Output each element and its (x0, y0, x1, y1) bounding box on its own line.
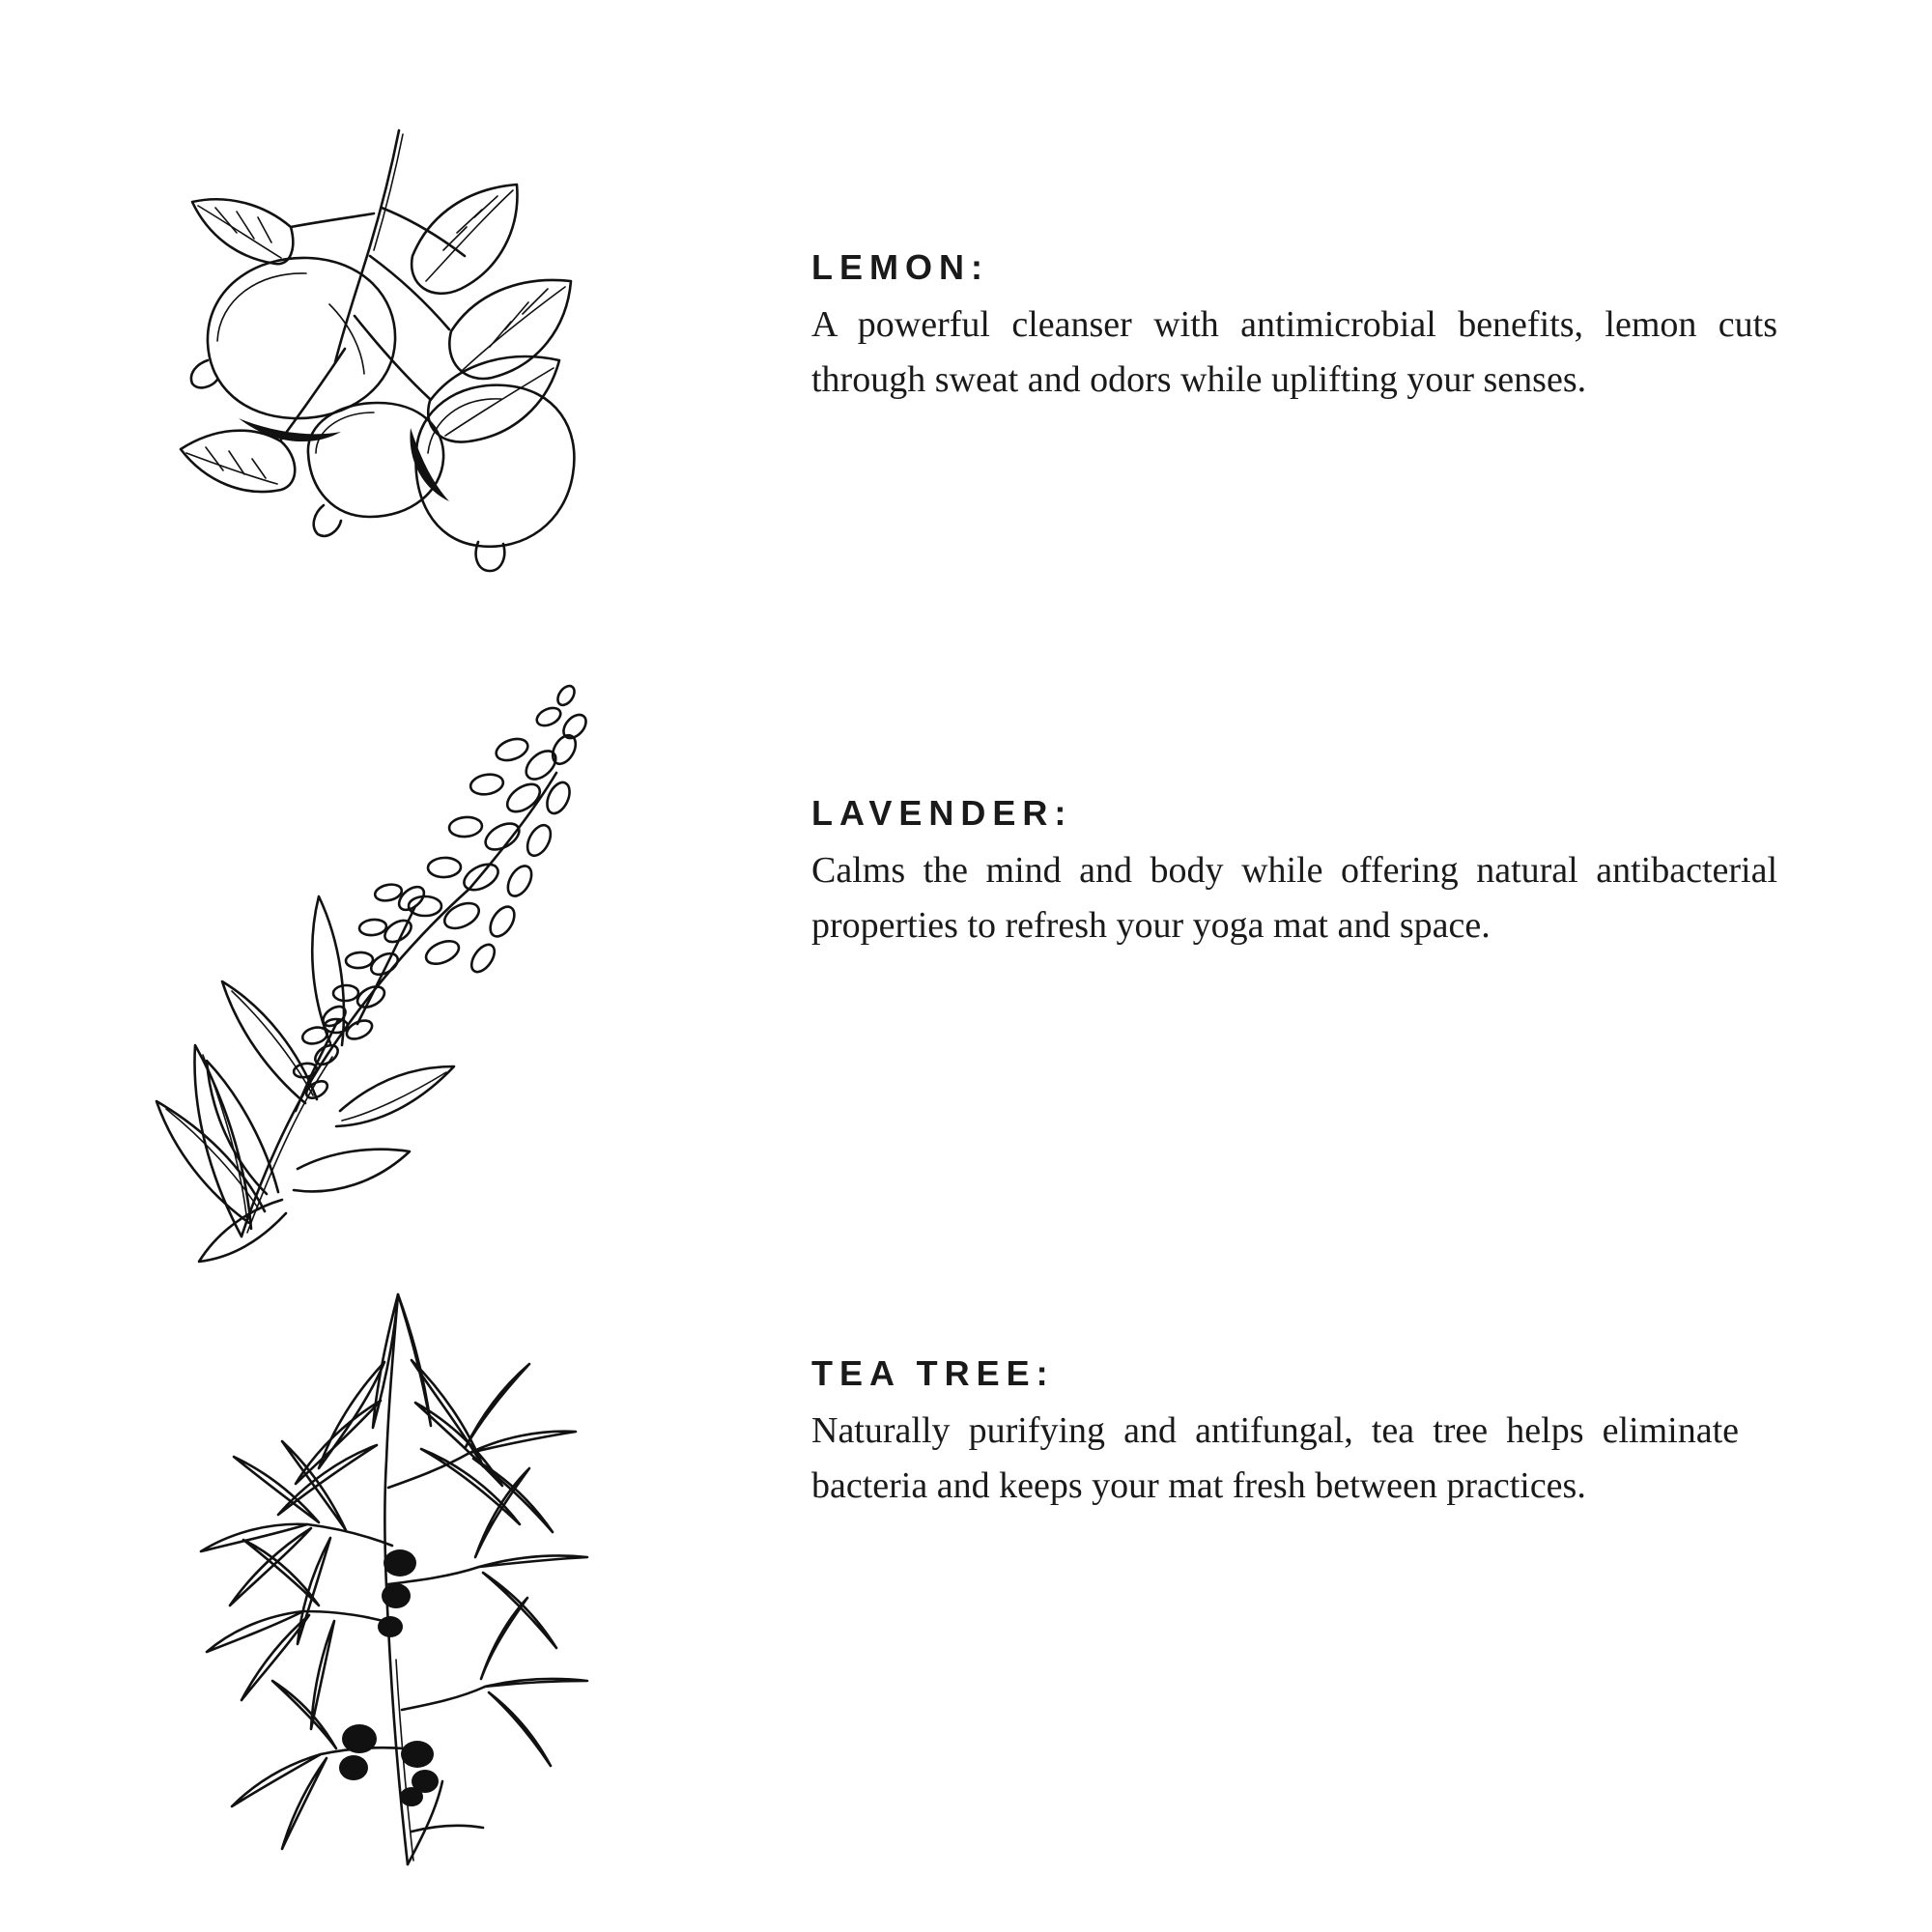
lavender-sprig-illustration (87, 657, 705, 1265)
ingredient-name-teatree: TEA TREE: (811, 1353, 1055, 1393)
lavender-text-block (811, 792, 1777, 953)
tea-tree-branch-illustration (184, 1256, 686, 1874)
ingredient-description-teatree: Naturally purifying and antifungal, tea tree helps eliminate bacteria and keeps your mat fresh between practices. (811, 1410, 1739, 1507)
ingredient-name-lavender: LAVENDER: (811, 793, 1073, 833)
ingredient-description-lemon: A powerful cleanser with antimicrobial benefits, lemon cuts through sweat and odors while uplifting your senses. (811, 304, 1777, 401)
ingredient-name-lemon: LEMON: (811, 247, 989, 287)
ingredient-description-lavender: Calms the mind and body while offering natural antibacterial properties to refresh your yoga mat and space. (811, 850, 1777, 947)
teatree-text-block (811, 1352, 1739, 1514)
